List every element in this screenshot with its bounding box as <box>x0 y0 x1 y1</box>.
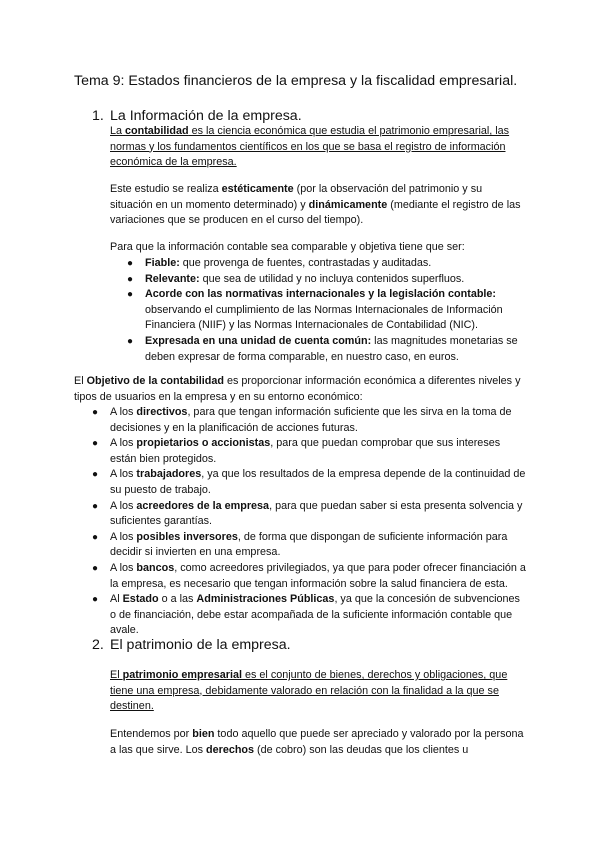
list-item: ● A los posibles inversores, de forma que dispongan de suficiente información para decidir si invierten en una empresa. <box>92 530 508 559</box>
study-paragraph: Este estudio se realiza estéticamente (por la observación del patrimonio y su situación en un momento determinado) y dinámicamente (mediante el registro de las variaciones que se producen en el curso del tiempo). <box>110 183 521 227</box>
term-estaticamente: estéticamente <box>221 183 294 195</box>
bullet-icon: ● <box>92 500 99 512</box>
bullet-icon: ● <box>127 335 134 347</box>
bullet-icon: ● <box>92 531 99 543</box>
list-item: ● A los propietarios o accionistas, para que puedan comprobar que sus intereses están bien protegidos. <box>92 437 501 465</box>
term-objetivo: Objetivo de la contabilidad <box>86 375 224 387</box>
accounting-definition: La contabilidad es la ciencia económica que estudia el patrimonio empresarial, las normas y los fundamentos científicos en los que se basa el registro de información económica de la empresa. <box>110 125 510 169</box>
page-title: Tema 9: Estados financieros de la empresa y la fiscalidad empresarial. <box>74 73 518 89</box>
term-contabilidad: contabilidad <box>125 125 189 137</box>
section-2-heading <box>92 636 291 654</box>
section-2-number: 2. <box>92 637 104 653</box>
section-2-title: El patrimonio de la empresa. <box>110 637 291 653</box>
bullet-icon: ● <box>127 258 134 269</box>
list-item: ● A los acreedores de la empresa, para que puedan saber si esta presenta solvencia y suficientes garantías. <box>92 499 523 528</box>
bullet-icon: ● <box>127 273 134 285</box>
term-patrimonio: patrimonio empresarial <box>122 669 243 681</box>
section-1-number: 1. <box>92 108 104 124</box>
requirements-intro: Para que la información contable sea comparable y objetiva tiene que ser: <box>110 241 465 253</box>
bullet-icon: ● <box>92 594 99 606</box>
goods-paragraph: Entendemos por bien todo aquello que puede ser apreciado y valorado por la persona a las que sirve. Los derechos (de cobro) son las deudas que los clientes u <box>110 728 524 756</box>
bullet-icon: ● <box>127 289 134 301</box>
list-item: ● A los bancos, como acreedores privilegiados, ya que para poder ofrecer financiación a la empresa, es necesario que tengan información sobre la salud financiera de esta. <box>92 561 526 590</box>
section-1-heading <box>92 107 302 125</box>
section-1-title: La Información de la empresa. <box>110 108 302 124</box>
list-item: ● Fiable: que provenga de fuentes, contrastadas y auditadas. <box>145 256 521 272</box>
list-item: ● Relevante: que sea de utilidad y no incluya contenidos superfluos. <box>145 272 521 288</box>
list-item: ● Al Estado o a las Administraciones Públicas, ya que la concesión de subvenciones o de financiación, debe estar acompañada de la suficiente información contable que avale. <box>92 593 520 637</box>
bullet-icon: ● <box>92 438 99 450</box>
patrimony-definition: El patrimonio empresarial es el conjunto de bienes, derechos y obligaciones, que tiene una empresa, debidamente valorado en relación con la finalidad a la que se destinen. <box>110 669 508 713</box>
list-item: ● Acorde con las normativas internacionales y la legislación contable: observando el cumplimiento de las Normas Internacionales de Información Financiera (NIIF) y las Normas Internacionales de Contabilidad (NIC). <box>127 288 503 332</box>
term-dinamicamente: dinámicamente <box>308 198 388 211</box>
list-item: ● A los directivos, para que tengan información suficiente que les sirva en la toma de decisiones y en la planificación de acciones futuras. <box>92 406 512 434</box>
term-derechos: derechos <box>206 743 255 756</box>
users-list <box>92 405 526 639</box>
bullet-icon: ● <box>92 407 99 418</box>
list-item: ● A los trabajadores, ya que los resultados de la empresa depende de la continuidad de su puesto de trabajo. <box>92 468 526 496</box>
term-bien: bien <box>192 728 215 740</box>
bullet-icon: ● <box>92 562 99 574</box>
bullet-icon: ● <box>92 469 99 481</box>
objective-paragraph: El Objetivo de la contabilidad es proporcionar información económica a diferentes niveles y tipos de usuarios en la empresa y en su entorno económico: <box>74 375 521 403</box>
requirements-list <box>127 256 521 365</box>
list-item: ● Expresada en una unidad de cuenta común: las magnitudes monetarias se deben expresar de forma comparable, en nuestro caso, en euros. <box>127 334 518 363</box>
